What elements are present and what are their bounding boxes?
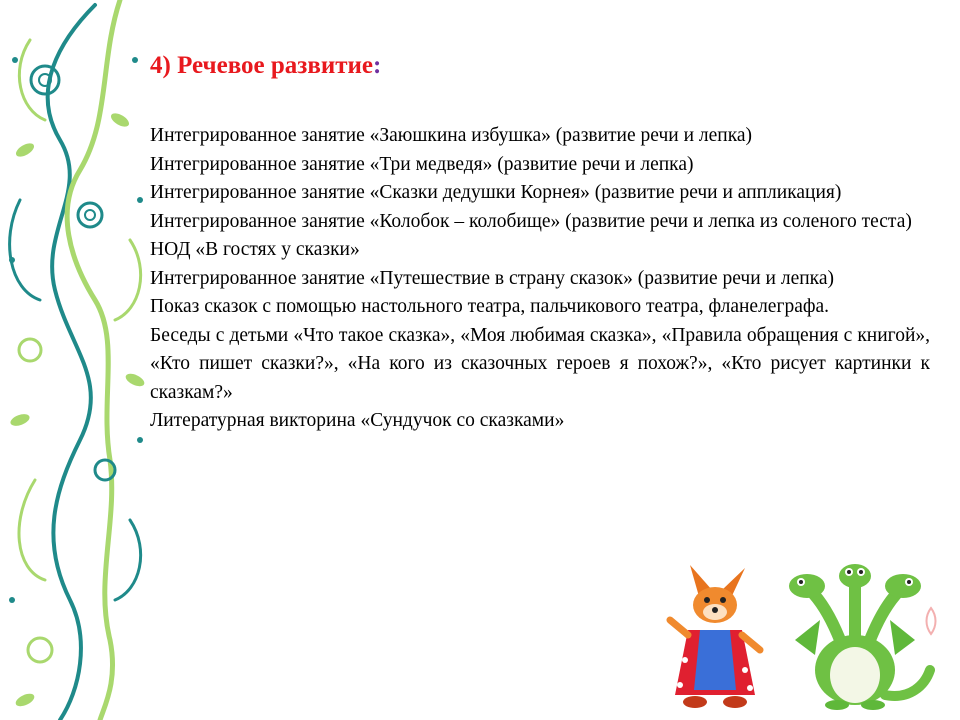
list-item: Интегрированное занятие «Сказки дедушки Корнея» (развитие речи и аппликация) bbox=[150, 182, 842, 203]
floral-vine-ornament-icon bbox=[0, 0, 160, 720]
fox-character-icon bbox=[660, 560, 770, 710]
slide-edge-mark-icon bbox=[924, 606, 938, 636]
list-item: Беседы с детьми «Что такое сказка», «Моя любимая сказка», «Правила обращения с книгой», «Кто пишет сказки?», «На кого из сказочных героев я похож?», «Кто рисует картинки к сказкам?» bbox=[150, 324, 930, 403]
list-item: Показ сказок с помощью настольного театра, пальчикового театра, фланелеграфа. bbox=[150, 296, 830, 317]
list-item: Интегрированное занятие «Путешествие в страну сказок» (развитие речи и лепка) bbox=[150, 267, 835, 289]
list-item: Интегрированное занятие «Колобок – колобище» (развитие речи и лепка из соленого теста) bbox=[150, 210, 912, 232]
list-item: Интегрированное занятие «Три медведя» (развитие речи и лепка) bbox=[150, 153, 694, 175]
list-item: Литературная викторина «Сундучок со сказками» bbox=[150, 410, 565, 431]
page-title bbox=[150, 52, 381, 80]
dragon-character-icon bbox=[775, 560, 935, 710]
title-number: 4) bbox=[150, 52, 171, 79]
title-colon: : bbox=[373, 52, 382, 79]
title-text: Речевое развитие bbox=[177, 52, 374, 79]
list-item: Интегрированное занятие «Заюшкина избушка» (развитие речи и лепка) bbox=[150, 125, 753, 146]
activity-list bbox=[150, 122, 930, 436]
list-item: НОД «В гостях у сказки» bbox=[150, 239, 360, 260]
